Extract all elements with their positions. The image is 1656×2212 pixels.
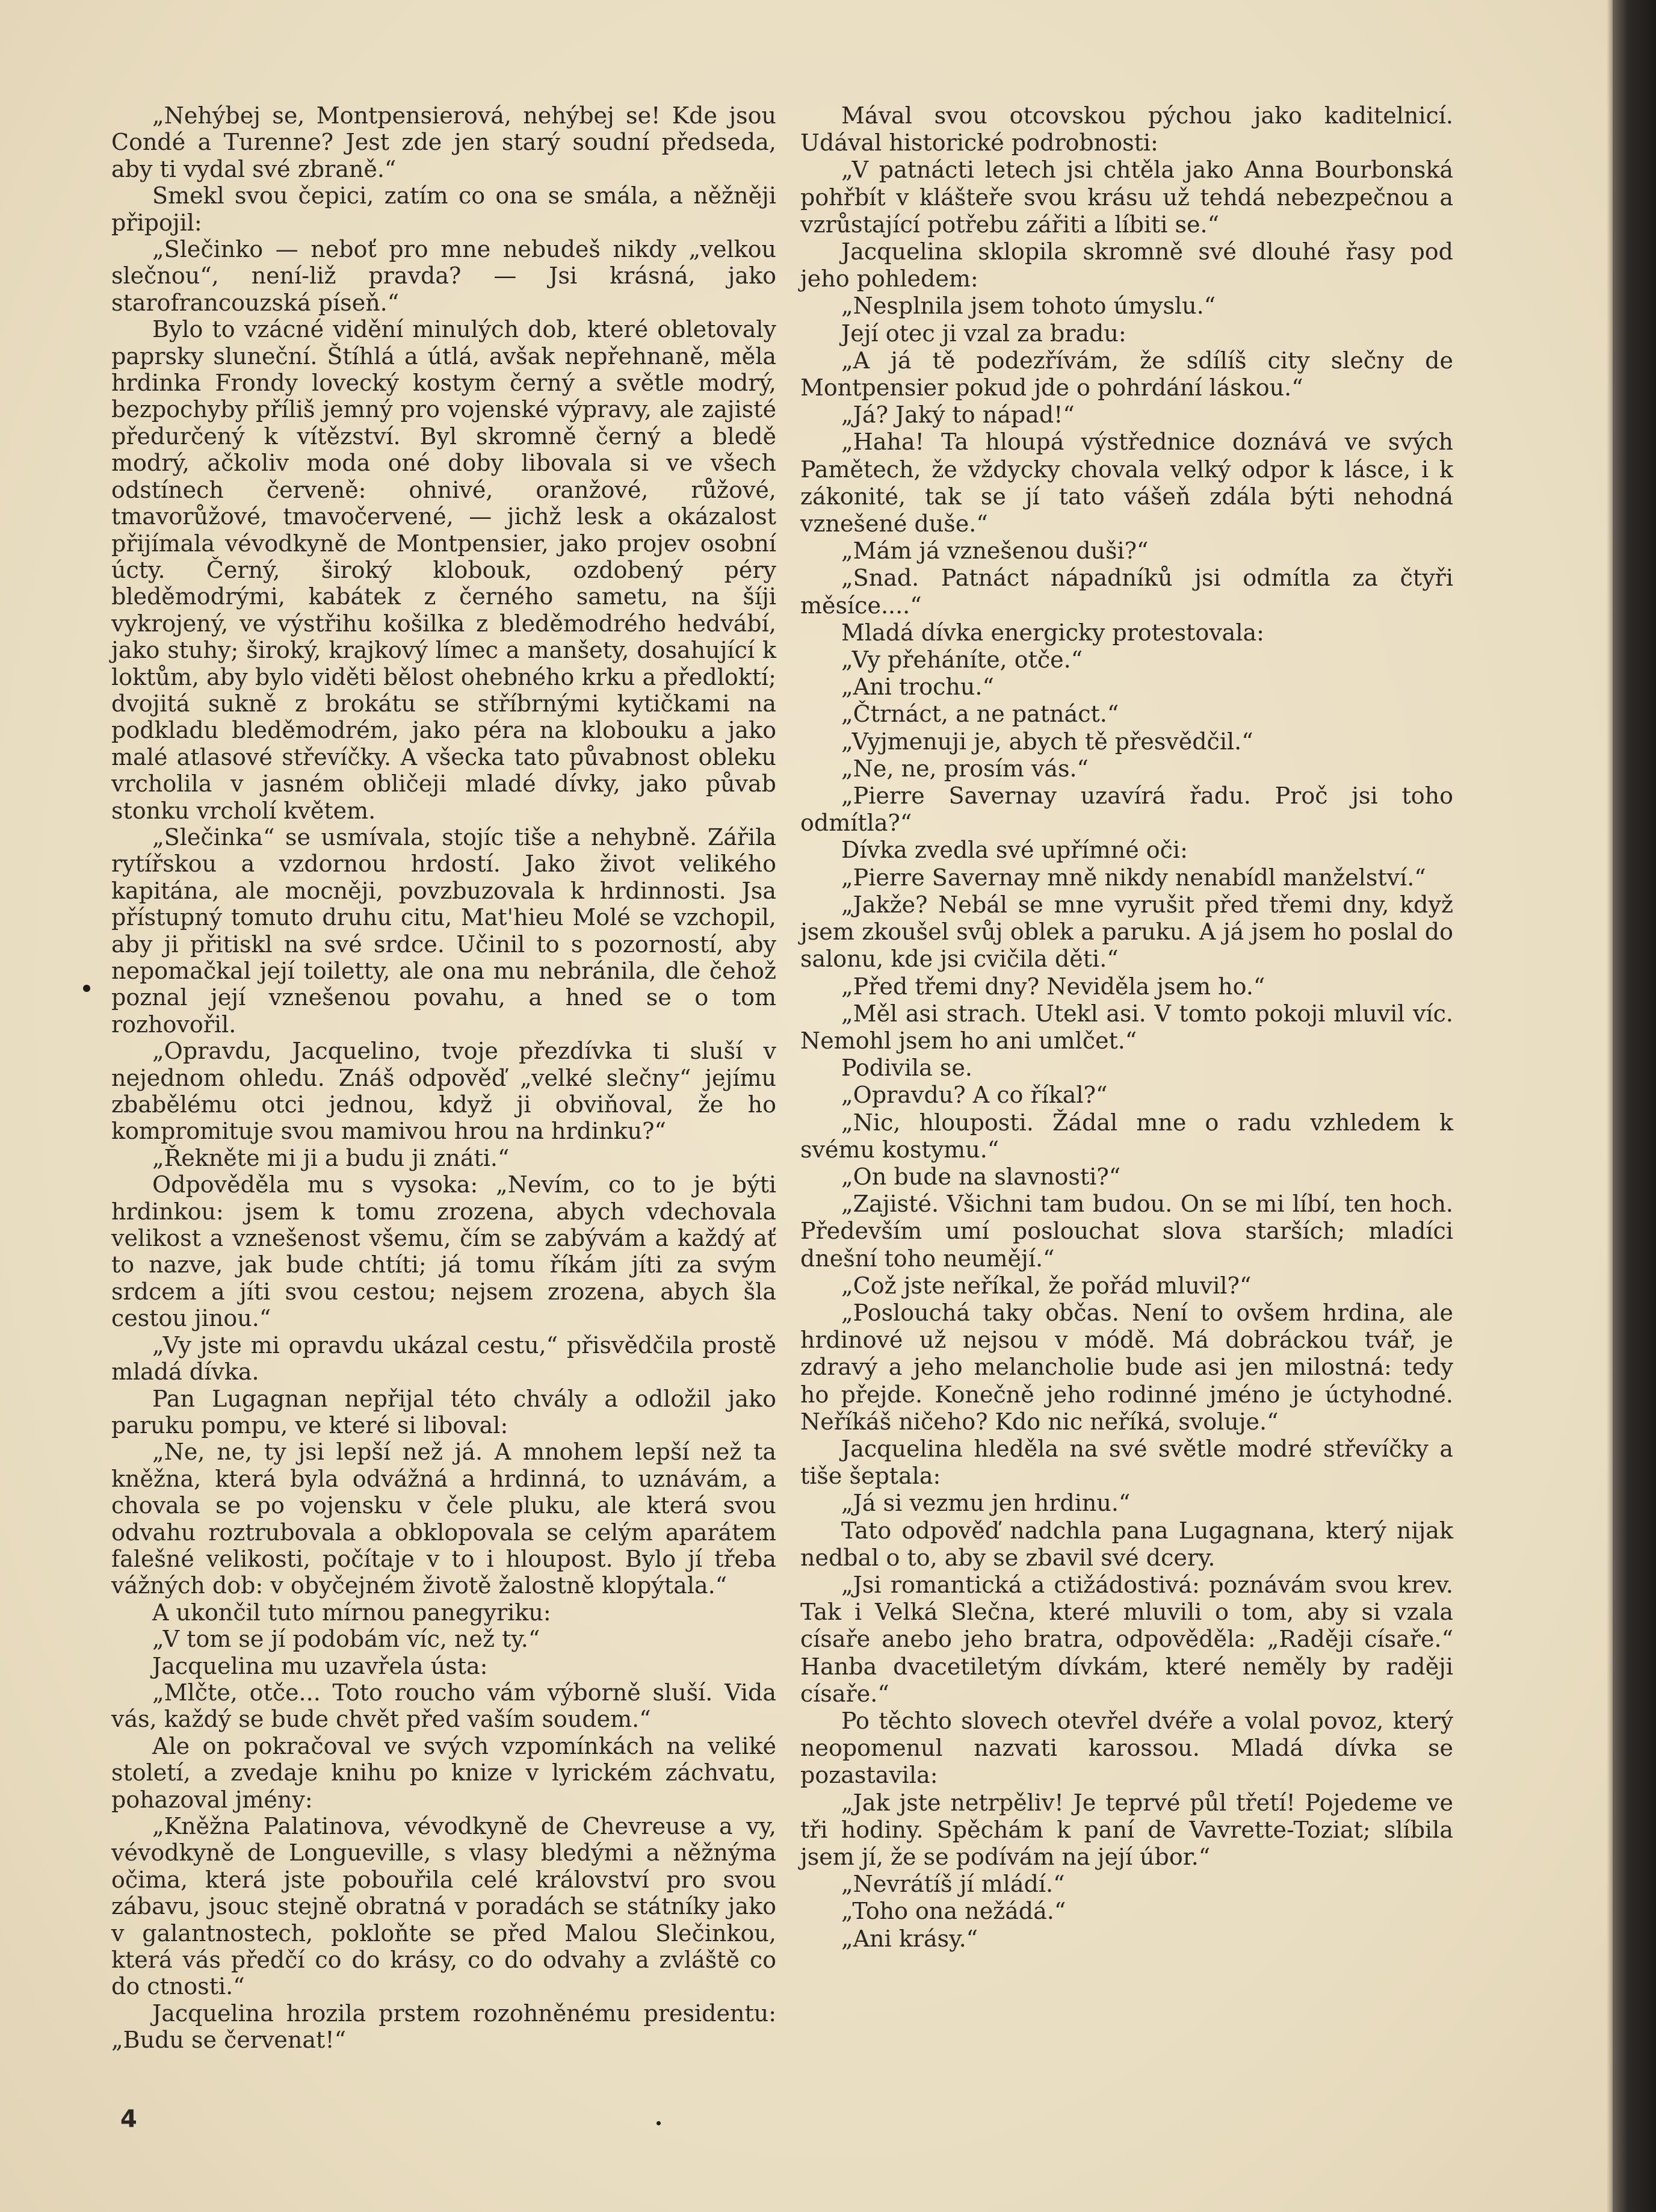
paragraph: Mával svou otcovskou pýchou jako kaditelnicí. Udával historické podrobnosti: [800, 102, 1453, 156]
ink-spot [83, 985, 90, 992]
ink-spot [657, 2121, 661, 2125]
binding-shadow [1607, 0, 1613, 2212]
paragraph: Smekl svou čepici, zatím co ona se smála, a něžněji připojil: [111, 182, 776, 236]
paragraph: „Ani trochu.“ [841, 674, 994, 701]
paragraph: „V tom se jí podobám víc, než ty.“ [152, 1626, 540, 1653]
paragraph: Bylo to vzácné vidění minulých dob, které obletovaly paprsky sluneční. Štíhlá a útlá, avšak nepřehnaně, měla hrdinka Frondy lovecký kostym černý a světle modrý, bezpochyby příliš jemný pro vojenské výpravy, ale zajisté předurčený k vítězství. Byl skromně černý a bledě modrý, ačkoliv moda oné doby libovala si ve všech odstínech červeně: ohnivé, oranžové, růžové, tmavorůžové, tmavočervené, — jichž lesk a okázalost přijímala vévodkyně de Montpensier, jako projev osobní úcty. Černý, široký klobouk, ozdobený péry bleděmodrými, kabátek z černého sametu, na šíji vykrojený, ve výstřihu košilka z bleděmodrého hedvábí, jako stuhy; široký, krajkový límec a manšety, dosahující k loktům, aby bylo viděti bělost ohebného krku a předloktí; dvojitá sukně z brokátu se stříbrnými kytičkami na podkladu bleděmodrém, jako péra na klobouku a jako malé atlasové střevíčky. A všecka tato půvabnost obleku vrcholila v jasném obličeji mladé dívky, jako půvab stonku vrcholí květem. [111, 316, 776, 824]
paragraph: „Opravdu, Jacquelino, tvoje přezdívka ti sluší v nejednom ohledu. Znáš odpověď „velké slečny“ jejímu zbabělému otci jednou, když ji obviňoval, že ho kompromituje svou mamivou hrou na hrdinku?“ [111, 1038, 776, 1145]
paragraph: „Kněžna Palatinova, vévodkyně de Chevreuse a vy, vévodkyně de Longueville, s vlasy bledými a něžnýma očima, která jste pobouřila celé království pro svou zábavu, jsouc stejně obratná v poradách se státníky jako v galantnostech, pokloňte se před Malou Slečinkou, která vás předčí co do krásy, co do odvahy a zvláště co do ctnosti.“ [111, 1813, 776, 2000]
paragraph: „Ne, ne, ty jsi lepší než já. A mnohem lepší než ta kněžna, která byla odvážná a hrdinná, to uznávám, a chovala se po vojensku v čele pluku, ale která svou odvahu roztrubovala a obklopovala se celým aparátem falešné velikosti, počítaje v to i hloupost. Bylo jí třeba vážných dob: v obyčejném životě žalostně klopýtala.“ [111, 1439, 776, 1599]
paragraph: „Vy přeháníte, otče.“ [841, 646, 1083, 674]
paragraph: „Slečinka“ se usmívala, stojíc tiše a nehybně. Zářila rytířskou a vzdornou hrdostí. Jako život velikého kapitána, ale mocněji, povzbuzovala k hrdinnosti. Jsa přístupný tomuto druhu citu, Mat'hieu Molé se vzchopil, aby ji přitiskl na své srdce. Učinil to s pozorností, aby nepomačkal její toiletty, ale ona mu nebránila, dle čehož poznal její vznešenou povahu, a hned se o tom rozhovořil. [111, 823, 776, 1038]
paragraph: „Mám já vznešenou duši?“ [841, 538, 1149, 565]
paragraph: „Poslouchá taky občas. Není to ovšem hrdina, ale hrdinové už nejsou v módě. Má dobráckou tvář, je zdravý a jeho melancholie bude asi jen milostná: tedy ho přejde. Konečně jeho rodinné jméno je úctyhodné. Neříkáš ničeho? Kdo nic neříká, svoluje.“ [800, 1299, 1453, 1435]
paragraph: „Jsi romantická a ctižádostivá: poznávám svou krev. Tak i Velká Slečna, které mluvili o tom, aby si vzala císaře anebo jeho bratra, odpověděla: „Raději císaře.“ Hanba dvacetiletým dívkám, které neměly by raději císaře.“ [800, 1571, 1453, 1707]
paragraph: „Ani krásy.“ [841, 1925, 978, 1952]
book-binding [1613, 0, 1656, 2212]
paragraph: Ale on pokračoval ve svých vzpomínkách na veliké století, a zvedaje knihu po knize v lyrickém záchvatu, pohazoval jmény: [111, 1732, 776, 1813]
paragraph: Její otec ji vzal za bradu: [841, 320, 1126, 347]
paragraph: „Já si vezmu jen hrdinu.“ [841, 1490, 1131, 1517]
paragraph: „On bude na slavnosti?“ [841, 1163, 1121, 1190]
paragraph: „Mlčte, otče... Toto roucho vám výborně sluší. Vida vás, každý se bude chvět před vaším soudem.“ [111, 1679, 776, 1733]
paragraph: Tato odpověď nadchla pana Lugagnana, který nijak nedbal o to, aby se zbavil své dcery. [800, 1517, 1453, 1571]
paragraph: Jacquelina hleděla na své světle modré střevíčky a tiše šeptala: [800, 1435, 1453, 1490]
paragraph: Jacquelina mu uzavřela ústa: [152, 1652, 488, 1679]
paragraph: „Což jste neříkal, že pořád mluvil?“ [841, 1272, 1252, 1299]
paragraph: „Nevrátíš jí mládí.“ [841, 1871, 1065, 1898]
paragraph: Odpověděla mu s vysoka: „Nevím, co to je býti hrdinkou: jsem k tomu zrozena, abych vdechovala velikost a vznešenost všemu, čím se zabývám a každý ať to nazve, jak bude chtíti; já tomu říkám jíti za svým srdcem a jíti svou cestou; nejsem zrozena, abych šla cestou jinou.“ [111, 1171, 776, 1332]
paragraph: „Snad. Patnáct nápadníků jsi odmítla za čtyři měsíce....“ [800, 565, 1453, 619]
paragraph: „Jak jste netrpěliv! Je teprvé půl třetí! Pojedeme ve tři hodiny. Spěchám k paní de Vavrette-Toziat; slíbila jsem jí, že se podívám na její úbor.“ [800, 1789, 1453, 1870]
paragraph: „Ne, ne, prosím vás.“ [841, 755, 1089, 782]
paragraph: „Haha! Ta hloupá výstřednice doznává ve svých Pamětech, že vždycky chovala velký odpor k lásce, i k zákonité, tak se jí tato vášeň zdála býti nehodná vznešené duše.“ [800, 429, 1453, 538]
paragraph: Mladá dívka energicky protestovala: [841, 619, 1264, 646]
paragraph: „Měl asi strach. Utekl asi. V tomto pokoji mluvil víc. Nemohl jsem ho ani umlčet.“ [800, 1000, 1453, 1054]
paragraph: „Pierre Savernay uzavírá řadu. Proč jsi toho odmítla?“ [800, 782, 1453, 837]
paragraph: Podivila se. [841, 1055, 972, 1082]
paragraph: „Jakže? Nebál se mne vyrušit před třemi dny, když jsem zkoušel svůj oblek a paruku. A já jsem ho poslal do salonu, kde jsi cvičila děti.“ [800, 891, 1453, 973]
paragraph: „Před třemi dny? Neviděla jsem ho.“ [841, 973, 1265, 1000]
paragraph: „Nehýbej se, Montpensierová, nehýbej se! Kde jsou Condé a Turenne? Jest zde jen starý soudní předseda, aby ti vydal své zbraně.“ [111, 102, 776, 182]
paragraph: „Opravdu? A co říkal?“ [841, 1082, 1108, 1109]
paragraph: Jacquelina sklopila skromně své dlouhé řasy pod jeho pohledem: [800, 238, 1453, 293]
paragraph: „Vyjmenuji je, abych tě přesvědčil.“ [841, 728, 1253, 755]
paragraph: „A já tě podezřívám, že sdílíš city slečny de Montpensier pokud jde o pohrdání láskou.“ [800, 347, 1453, 401]
paragraph: „Já? Jaký to nápad!“ [841, 401, 1075, 429]
paragraph: „Nesplnila jsem tohoto úmyslu.“ [841, 293, 1216, 320]
paragraph: „Zajisté. Všichni tam budou. On se mi líbí, ten hoch. Především umí poslouchat slova starších; mladíci dnešní toho neumějí.“ [800, 1191, 1453, 1272]
paragraph: Pan Lugagnan nepřijal této chvály a odložil jako paruku pompu, ve které si liboval: [111, 1385, 776, 1439]
paragraph: „Slečinko — neboť pro mne nebudeš nikdy „velkou slečnou“, není-liž pravda? — Jsi krásná, jako starofrancouzská píseň.“ [111, 236, 776, 316]
paragraph: „V patnácti letech jsi chtěla jako Anna Bourbonská pohřbít v klášteře svou krásu už tehdá nebezpečnou a vzrůstající potřebu zářiti a líbiti se.“ [800, 156, 1453, 238]
paragraph: „Nic, hlouposti. Žádal mne o radu vzhledem k svému kostymu.“ [800, 1109, 1453, 1163]
right-column [800, 102, 1453, 1953]
left-column [111, 102, 776, 2054]
paragraph: „Toho ona nežádá.“ [841, 1898, 1066, 1925]
paragraph: „Vy jste mi opravdu ukázal cestu,“ přisvědčila prostě mladá dívka. [111, 1331, 776, 1386]
paragraph: „Řekněte mi ji a budu ji znáti.“ [152, 1144, 510, 1171]
paragraph: „Pierre Savernay mně nikdy nenabídl manželství.“ [841, 864, 1426, 891]
paragraph: Jacquelina hrozila prstem rozohněnému presidentu: „Budu se červenat!“ [111, 2000, 776, 2054]
paragraph: „Čtrnáct, a ne patnáct.“ [841, 701, 1119, 728]
paragraph: Po těchto slovech otevřel dvéře a volal povoz, který neopomenul nazvati karossou. Mladá dívka se pozastavila: [800, 1707, 1453, 1789]
paragraph: A ukončil tuto mírnou panegyriku: [152, 1599, 551, 1626]
paragraph: Dívka zvedla své upřímné oči: [841, 837, 1188, 864]
page-number: 4 [120, 2105, 137, 2133]
